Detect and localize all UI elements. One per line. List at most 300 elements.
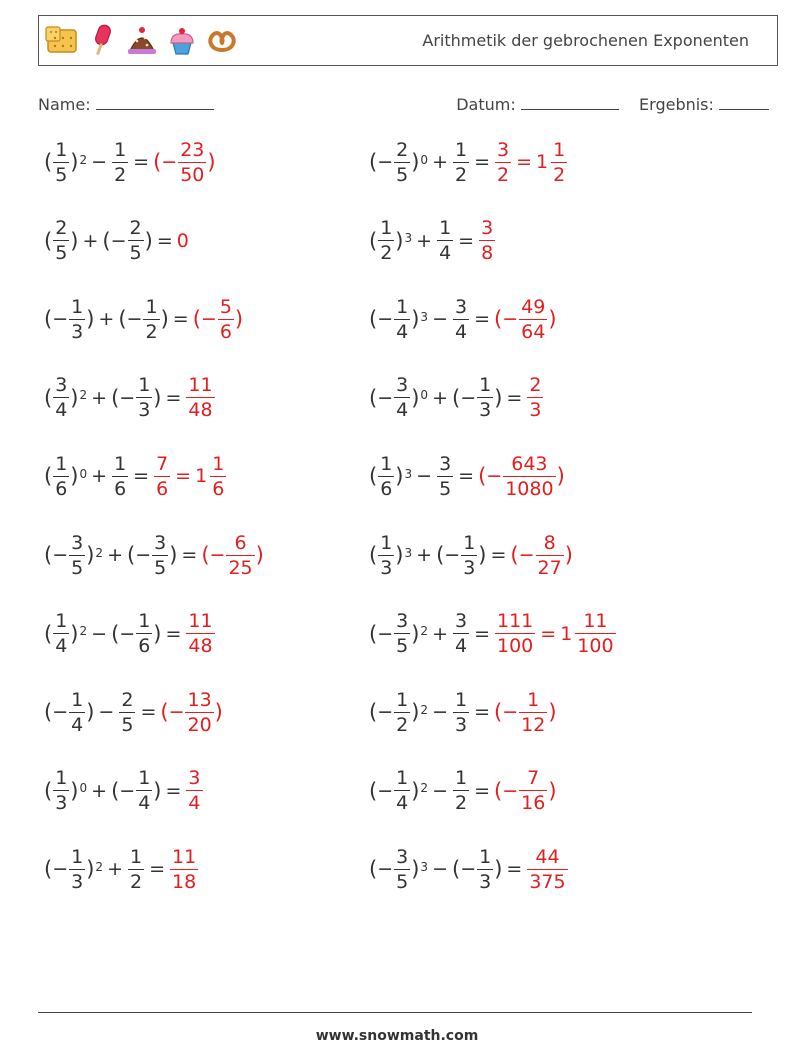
answer xyxy=(526,846,568,893)
operator: − xyxy=(91,151,108,173)
term xyxy=(118,296,168,343)
term xyxy=(118,689,136,736)
numerator: 2 xyxy=(529,374,542,397)
problem-14 xyxy=(369,599,617,669)
denominator: 6 xyxy=(212,477,225,500)
numerator: 11 xyxy=(188,374,213,397)
exponent: 3 xyxy=(404,231,413,246)
denominator: 6 xyxy=(156,477,169,500)
denominator: 2 xyxy=(114,163,127,186)
numerator: 3 xyxy=(454,610,468,633)
equals-sign: = xyxy=(458,229,475,252)
open-paren: ( xyxy=(369,307,378,332)
fraction xyxy=(519,296,547,343)
equals-sign: = xyxy=(516,151,533,173)
close-paren: ) xyxy=(411,700,420,725)
fraction xyxy=(477,374,493,421)
operator: + xyxy=(91,465,108,488)
term xyxy=(369,139,428,186)
open-paren: ( xyxy=(44,307,53,332)
denominator: 2 xyxy=(454,163,468,186)
close-paren: ) xyxy=(411,307,420,332)
close-paren: ) xyxy=(395,464,404,489)
denominator: 3 xyxy=(529,399,542,422)
numerator: 1 xyxy=(129,845,143,868)
numerator: 1 xyxy=(55,452,68,475)
denominator: 4 xyxy=(55,635,68,658)
fraction xyxy=(378,217,394,264)
denominator: 5 xyxy=(154,556,167,579)
numerator: 111 xyxy=(497,610,534,633)
close-paren: ) xyxy=(548,700,557,725)
footer-url: www.snowmath.com xyxy=(315,1028,479,1044)
minus-sign: − xyxy=(119,779,136,802)
fraction xyxy=(394,610,410,657)
term xyxy=(369,767,428,814)
answer xyxy=(478,217,496,264)
fraction xyxy=(453,689,469,736)
name-label: Name: xyxy=(38,95,91,114)
fraction xyxy=(136,767,152,814)
equals-sign: = xyxy=(140,701,157,724)
numerator: 1 xyxy=(55,138,68,161)
fraction xyxy=(394,374,410,421)
term xyxy=(111,139,129,186)
denominator: 16 xyxy=(521,792,546,815)
fraction xyxy=(453,767,469,814)
close-paren: ) xyxy=(411,385,420,410)
problem-20 xyxy=(369,834,569,904)
equals-sign: = xyxy=(474,622,490,645)
fraction xyxy=(394,689,410,736)
fraction xyxy=(69,689,85,736)
open-paren: ( xyxy=(126,543,136,567)
close-paren: ) xyxy=(548,307,557,332)
exponent: 2 xyxy=(420,624,429,639)
fraction xyxy=(495,610,535,657)
numerator: 1 xyxy=(454,767,468,790)
minus-sign: − xyxy=(52,308,69,331)
open-paren: ( xyxy=(478,464,487,489)
term xyxy=(44,846,103,893)
answer xyxy=(193,296,243,343)
answer xyxy=(510,532,573,579)
denominator: 20 xyxy=(187,713,212,736)
fraction xyxy=(69,532,85,579)
fraction xyxy=(437,453,453,500)
problem-18 xyxy=(369,756,557,826)
numerator: 1 xyxy=(138,767,151,790)
fraction xyxy=(453,139,469,186)
exponent: 2 xyxy=(79,388,88,403)
term xyxy=(127,846,145,893)
numerator: 23 xyxy=(180,138,205,161)
fraction xyxy=(479,217,495,264)
equals-sign: = xyxy=(506,858,523,881)
equals-sign: = xyxy=(458,465,475,488)
term xyxy=(111,767,161,814)
fraction xyxy=(119,689,135,736)
denominator: 100 xyxy=(577,635,614,658)
minus-sign: − xyxy=(126,308,143,331)
numerator: 1 xyxy=(527,688,540,711)
close-paren: ) xyxy=(160,307,169,332)
open-paren: ( xyxy=(111,778,120,803)
denominator: 4 xyxy=(439,242,452,265)
equals-sign: = xyxy=(540,622,557,645)
numerator: 3 xyxy=(396,610,409,633)
cracker-icon xyxy=(45,23,79,57)
numerator: 1 xyxy=(114,138,127,161)
close-paren: ) xyxy=(86,700,95,725)
fraction xyxy=(453,610,469,657)
term xyxy=(44,374,87,421)
close-paren: ) xyxy=(478,543,487,567)
date-result-fields xyxy=(456,95,769,114)
minus-sign: − xyxy=(377,858,394,881)
close-paren: ) xyxy=(207,150,216,174)
denominator: 5 xyxy=(439,477,452,500)
problem-17 xyxy=(44,756,204,826)
denominator: 3 xyxy=(454,713,468,736)
open-paren: ( xyxy=(44,464,53,489)
open-paren: ( xyxy=(451,385,461,410)
pretzel-icon xyxy=(205,23,239,57)
answer xyxy=(160,689,223,736)
term xyxy=(369,689,428,736)
close-paren: ) xyxy=(169,543,178,567)
open-paren: ( xyxy=(102,228,111,253)
minus-sign: − xyxy=(135,544,152,566)
term xyxy=(44,139,87,186)
answer xyxy=(494,767,557,814)
minus-sign: − xyxy=(502,308,519,331)
equals-sign: = xyxy=(474,701,490,724)
denominator: 4 xyxy=(138,792,151,815)
denominator: 4 xyxy=(71,713,84,736)
denominator: 4 xyxy=(454,320,468,343)
denominator: 5 xyxy=(396,635,409,658)
denominator: 3 xyxy=(138,399,151,422)
denominator: 8 xyxy=(481,242,494,265)
close-paren: ) xyxy=(70,621,79,646)
minus-sign: − xyxy=(444,544,461,566)
equals-sign: = xyxy=(133,151,150,173)
close-paren: ) xyxy=(70,464,79,489)
fraction xyxy=(495,139,511,186)
fraction xyxy=(53,453,69,500)
close-paren: ) xyxy=(411,778,420,803)
term xyxy=(44,217,79,264)
denominator: 6 xyxy=(219,320,232,343)
denominator: 6 xyxy=(55,477,68,500)
denominator: 100 xyxy=(497,635,534,658)
numerator: 643 xyxy=(511,452,548,475)
denominator: 5 xyxy=(55,242,68,265)
fraction xyxy=(437,217,453,264)
exponent: 0 xyxy=(420,388,429,403)
minus-sign: − xyxy=(377,386,394,409)
term xyxy=(452,296,470,343)
open-paren: ( xyxy=(369,857,378,882)
close-paren: ) xyxy=(70,150,79,174)
equals-sign: = xyxy=(474,779,490,802)
denominator: 18 xyxy=(172,870,197,893)
denominator: 4 xyxy=(396,792,409,815)
denominator: 5 xyxy=(121,713,134,736)
answer xyxy=(201,532,264,579)
problem-3 xyxy=(44,206,189,276)
fraction xyxy=(53,767,69,814)
fraction xyxy=(519,689,547,736)
numerator: 7 xyxy=(527,767,540,790)
operator: − xyxy=(432,858,448,881)
close-paren: ) xyxy=(411,150,420,174)
problem-11 xyxy=(44,520,264,590)
exponent: 2 xyxy=(79,624,88,639)
term xyxy=(452,689,470,736)
denominator: 4 xyxy=(55,399,68,422)
denominator: 48 xyxy=(188,635,213,658)
numerator: 1 xyxy=(71,845,84,868)
term xyxy=(111,374,161,421)
answer xyxy=(494,610,617,657)
numerator: 3 xyxy=(439,452,452,475)
problem-6 xyxy=(369,284,557,354)
operator: − xyxy=(98,701,115,724)
numerator: 1 xyxy=(396,767,409,790)
close-paren: ) xyxy=(411,621,420,646)
numerator: 1 xyxy=(71,688,84,711)
fraction xyxy=(477,846,493,893)
denominator: 3 xyxy=(55,792,68,815)
fraction xyxy=(575,610,615,657)
open-paren: ( xyxy=(111,621,120,646)
worksheet-title: Arithmetik der gebrochenen Exponenten xyxy=(422,31,749,50)
denominator: 4 xyxy=(396,320,409,343)
result-label: Ergebnis: xyxy=(639,95,714,114)
open-paren: ( xyxy=(111,385,120,410)
close-paren: ) xyxy=(255,543,264,567)
operator: + xyxy=(107,544,123,566)
denominator: 3 xyxy=(479,399,492,422)
exponent: 3 xyxy=(404,466,413,481)
open-paren: ( xyxy=(192,307,201,332)
open-paren: ( xyxy=(369,700,378,725)
open-paren: ( xyxy=(369,621,378,646)
fraction xyxy=(154,453,170,500)
term xyxy=(452,846,502,893)
equals-sign: = xyxy=(133,465,150,488)
cupcake-icon xyxy=(165,23,199,57)
open-paren: ( xyxy=(369,150,378,174)
numerator: 1 xyxy=(479,845,492,868)
fraction xyxy=(152,532,168,579)
equals-sign: = xyxy=(474,151,490,173)
exponent: 2 xyxy=(420,781,429,796)
fraction xyxy=(536,532,564,579)
numerator: 5 xyxy=(219,295,232,318)
denominator: 2 xyxy=(380,242,393,265)
denominator: 2 xyxy=(497,163,510,186)
term xyxy=(369,217,412,264)
fraction xyxy=(178,139,206,186)
minus-sign: − xyxy=(377,622,394,645)
problem-1 xyxy=(44,127,216,197)
operator: + xyxy=(416,229,433,252)
problem-16 xyxy=(369,677,557,747)
close-paren: ) xyxy=(144,228,153,253)
close-paren: ) xyxy=(214,700,223,725)
numerator: 1 xyxy=(71,295,84,318)
operator: − xyxy=(416,465,433,488)
fraction xyxy=(378,453,394,500)
header-icons xyxy=(45,23,239,57)
term xyxy=(452,374,502,421)
denominator: 3 xyxy=(479,870,492,893)
term xyxy=(44,689,94,736)
numerator: 1 xyxy=(396,295,409,318)
term xyxy=(436,217,454,264)
denominator: 48 xyxy=(188,399,213,422)
numerator: 1 xyxy=(454,138,468,161)
close-paren: ) xyxy=(564,543,573,567)
numerator: 11 xyxy=(188,610,213,633)
numerator: 1 xyxy=(553,138,566,161)
numerator: 1 xyxy=(55,767,68,790)
denominator: 12 xyxy=(521,713,546,736)
problem-7 xyxy=(44,363,216,433)
open-paren: ( xyxy=(44,700,53,725)
close-paren: ) xyxy=(395,228,404,253)
numerator: 11 xyxy=(172,845,197,868)
term xyxy=(44,453,87,500)
minus-sign: − xyxy=(200,308,217,331)
numerator: 2 xyxy=(55,217,68,240)
fraction xyxy=(186,767,202,814)
exponent: 3 xyxy=(420,309,429,324)
name-blank[interactable] xyxy=(96,95,214,110)
equals-sign: = xyxy=(490,544,507,566)
fraction xyxy=(394,846,410,893)
numerator: 13 xyxy=(187,688,212,711)
denominator: 4 xyxy=(188,792,201,815)
result-blank[interactable] xyxy=(719,95,769,110)
name-field xyxy=(38,95,214,114)
operator: − xyxy=(432,779,448,802)
operator: + xyxy=(91,386,108,409)
fraction xyxy=(186,610,214,657)
numerator: 1 xyxy=(439,217,452,240)
close-paren: ) xyxy=(395,543,404,567)
fraction xyxy=(461,532,477,579)
open-paren: ( xyxy=(451,857,461,882)
operator: + xyxy=(82,229,99,252)
numerator: 2 xyxy=(396,138,409,161)
denominator: 3 xyxy=(380,556,393,579)
equals-sign: = xyxy=(474,308,490,331)
fraction xyxy=(69,296,85,343)
fraction xyxy=(53,610,69,657)
term xyxy=(436,453,454,500)
numerator: 3 xyxy=(188,767,201,790)
fraction xyxy=(53,139,69,186)
minus-sign: − xyxy=(119,622,136,645)
fraction xyxy=(519,767,547,814)
open-paren: ( xyxy=(44,228,53,253)
close-paren: ) xyxy=(153,621,162,646)
minus-sign: − xyxy=(168,701,185,724)
fraction xyxy=(128,846,144,893)
term xyxy=(102,217,152,264)
numerator: 1 xyxy=(463,531,476,554)
whole-number: 1 xyxy=(195,465,208,488)
denominator: 5 xyxy=(396,163,409,186)
numerator: 3 xyxy=(55,374,68,397)
problem-15 xyxy=(44,677,223,747)
problem-19 xyxy=(44,834,199,904)
numerator: 3 xyxy=(71,531,84,554)
numerator: 1 xyxy=(380,217,393,240)
numerator: 2 xyxy=(121,688,134,711)
operator: + xyxy=(432,386,448,409)
numerator: 1 xyxy=(380,452,393,475)
minus-sign: − xyxy=(52,544,69,566)
minus-sign: − xyxy=(377,308,394,331)
denominator: 2 xyxy=(553,163,566,186)
denominator: 3 xyxy=(71,870,84,893)
exponent: 2 xyxy=(95,859,104,874)
open-paren: ( xyxy=(44,621,53,646)
denominator: 2 xyxy=(454,792,468,815)
numerator: 1 xyxy=(138,374,151,397)
minus-sign: − xyxy=(161,151,178,173)
close-paren: ) xyxy=(86,857,95,882)
close-paren: ) xyxy=(548,778,557,803)
numerator: 3 xyxy=(454,295,468,318)
term xyxy=(452,610,470,657)
denominator: 5 xyxy=(396,870,409,893)
operator: + xyxy=(432,151,448,173)
answer-value: 0 xyxy=(176,229,189,252)
numerator: 11 xyxy=(583,610,608,633)
denominator: 3 xyxy=(463,556,476,579)
answer xyxy=(494,139,568,186)
numerator: 1 xyxy=(55,610,68,633)
numerator: 3 xyxy=(481,217,494,240)
answer xyxy=(494,296,557,343)
fraction xyxy=(112,453,128,500)
numerator: 1 xyxy=(114,452,127,475)
chocolate-cake-icon xyxy=(125,23,159,57)
term xyxy=(452,767,470,814)
minus-sign: − xyxy=(52,858,69,881)
minus-sign: − xyxy=(119,386,136,409)
problem-2 xyxy=(369,127,568,197)
operator: − xyxy=(432,701,448,724)
minus-sign: − xyxy=(502,779,519,802)
operator: + xyxy=(91,779,108,802)
fraction xyxy=(170,846,198,893)
equals-sign: = xyxy=(156,229,173,252)
answer xyxy=(153,453,227,500)
term xyxy=(44,610,87,657)
problem-4 xyxy=(369,206,496,276)
close-paren: ) xyxy=(494,385,503,410)
date-blank[interactable] xyxy=(521,95,619,110)
numerator: 1 xyxy=(479,374,492,397)
footer-divider xyxy=(38,1012,752,1013)
